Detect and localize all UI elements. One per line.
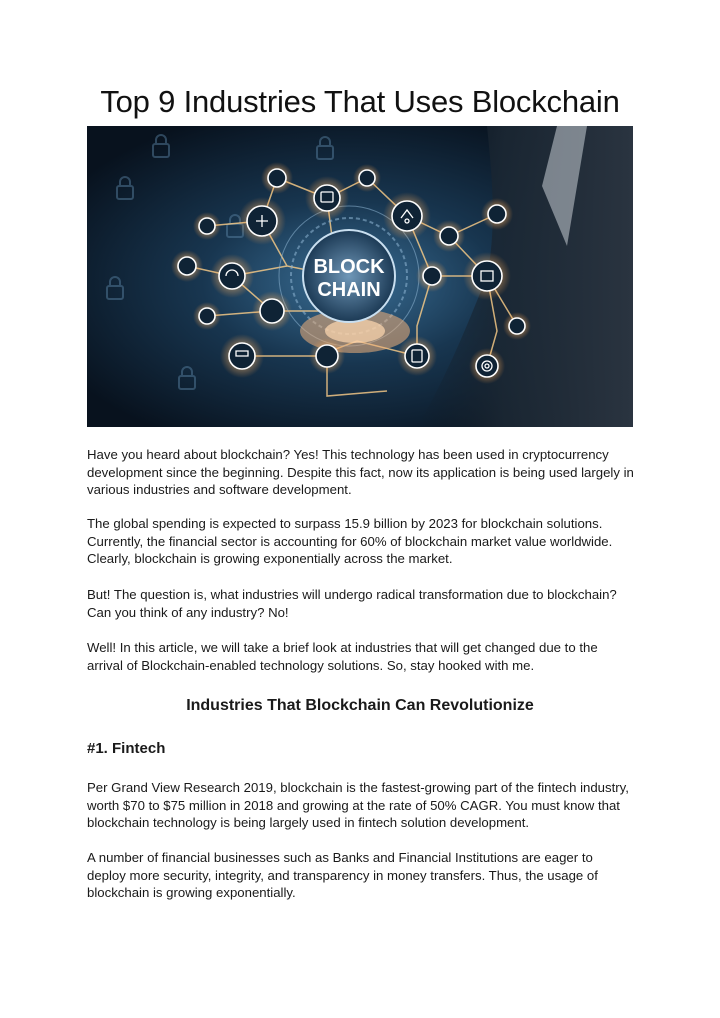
spending-paragraph: The global spending is expected to surpass 15.9 billion by 2023 for blockchain solutions. Currently, the financial sector is accounting for 60% of blockchain market value worldwide. Clearly, blockchain is growing exponentially across the market. <box>87 516 613 567</box>
fintech-paragraph-2: A number of financial businesses such as Banks and Financial Institutions are eager to deploy more security, integrity, and transparency in money transfers. Thus, the usage of blockchain is growing exponentially. <box>87 850 598 901</box>
intro-paragraph: Have you heard about blockchain? Yes! This technology has been used in cryptocurrency development since the beginning. Despite this fact, now its application is being used largely in various industries and software development. <box>87 447 634 498</box>
hero-word-block: BLOCK <box>313 256 385 278</box>
question-paragraph: But! The question is, what industries will undergo radical transformation due to blockchain? Can you think of any industry? No! <box>87 587 617 620</box>
fintech-heading: #1. Fintech <box>87 740 166 757</box>
blockchain-network-illustration <box>87 126 633 427</box>
page-title: Top 9 Industries That Uses Blockchain <box>100 84 620 119</box>
section-heading: Industries That Blockchain Can Revolutionize <box>186 697 534 714</box>
hero-word-chain: CHAIN <box>317 279 381 301</box>
article-overview-paragraph: Well! In this article, we will take a brief look at industries that will get changed due to the arrival of Blockchain-enabled technology solutions. So, stay hooked with me. <box>87 640 598 673</box>
hero-image <box>87 126 633 427</box>
fintech-paragraph-1: Per Grand View Research 2019, blockchain is the fastest-growing part of the fintech industry, worth $70 to $75 million in 2018 and growing at the rate of 50% CAGR. You must know that blockchain technology is being largely used in fintech solution development. <box>87 780 629 831</box>
